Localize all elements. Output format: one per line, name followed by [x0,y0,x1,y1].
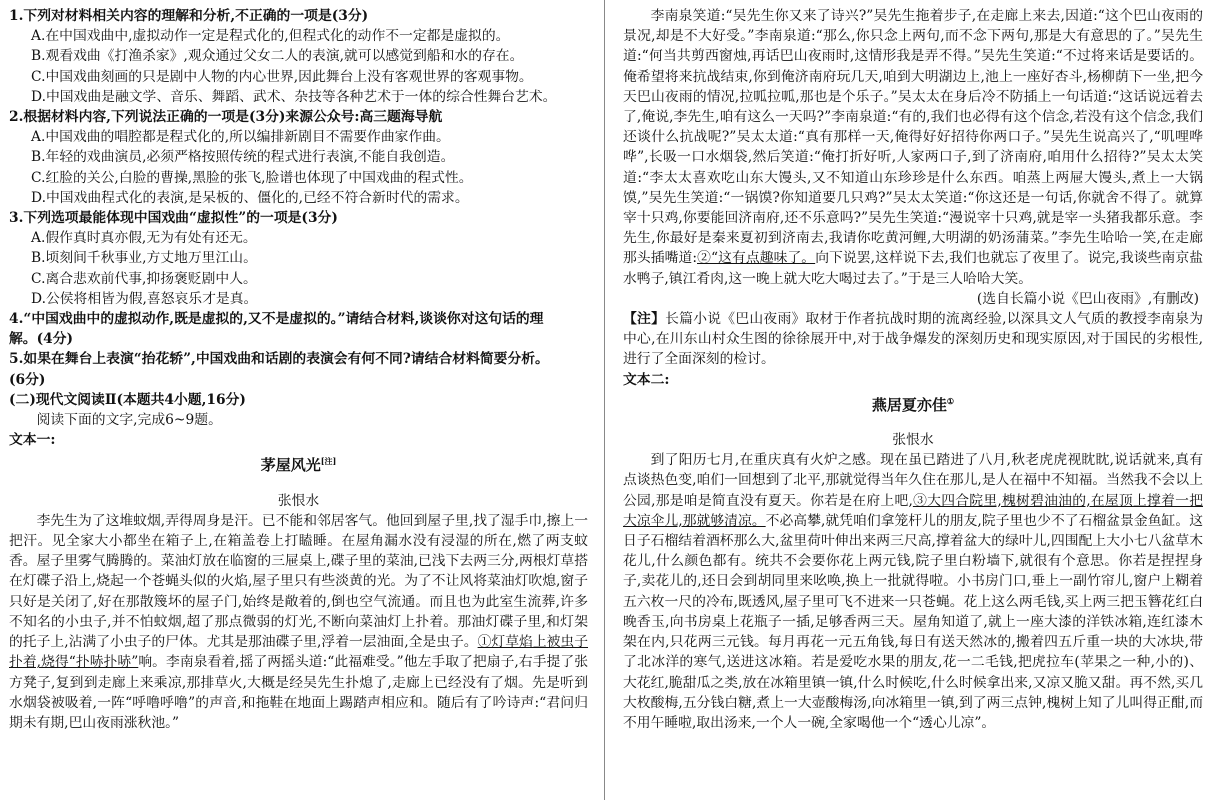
text-two-label: 文本二: [623,371,670,388]
question-2-option-c: C.红脸的关公,白脸的曹操,黑脸的张飞,脸谱也体现了中国戏曲的程式性。 [31,169,473,186]
question-1-option-d: D.中国戏曲是融文学、音乐、舞蹈、武术、杂技等各种艺术于一体的综合性舞台艺术。 [31,88,557,105]
question-3-option-a: A.假作真时真亦假,无为有处有还无。 [31,230,257,247]
question-2-option-d: D.中国戏曲程式化的表演,是呆板的、僵化的,已经不符合新时代的需求。 [31,189,469,206]
essay-title [623,391,1203,415]
story-paragraph-1 [9,511,588,733]
essay-author: 张恨水 [892,432,934,449]
paragraph-text: 到了阳历七月,在重庆真有火炉之感。现在虽已踏进了八月,秋老虎虎视眈眈,说话就来,真有点谈热色变,咱们一回想到了北平,那就觉得当年久住在那儿,是人在福中不知福。当然我不会以上公园,那是咱是简直没有夏天。你若是在府上吧, [623,452,1203,509]
paragraph-text: 响。李南泉看着,摇了两摇头道:“此福难受。”他左手取了把扇子,右手提了张方凳子,复到到走廊上来乘凉,那排草火,大概是经吴先生扑熄了,走廊上已经没有了烟。先是听到水烟袋被吸着,一阵“呼噜呼噜”的声音,和拖鞋在地面上踢踏声相应和。随后有了吟诗声:“君问归期未有期,巴山夜雨涨秋池。” [9,654,589,731]
underlined-sentence-2: ②“这有点趣味了。 [697,250,816,267]
question-1-option-c: C.中国戏曲刻画的只是剧中人物的内心世界,因此舞台上没有客观世界的客观事物。 [31,68,533,85]
question-3-option-b: B.顷刻间千秋事业,方丈地万里江山。 [31,250,257,267]
question-1-option-b: B.观看戏曲《打渔杀家》,观众通过父女二人的表演,就可以感觉到船和水的存在。 [31,48,524,65]
note-label: 【注】 [623,311,666,328]
story-author: 张恨水 [277,492,320,509]
story-paragraph-2 [623,6,1203,289]
question-5-line-1: 5.如果在舞台上表演“抬花轿”,中国戏曲和话剧的表演会有何不同?请结合材料简要分析。 [9,351,549,368]
underlined-sentence-1: ①灯草焰上被虫子扑着,烧得“扑哧扑哧” [9,634,589,671]
question-2-option-a: A.中国戏曲的唱腔都是程式化的,所以编排新剧目不需要作曲家作曲。 [31,129,450,146]
essay-title-note-mark: ① [946,395,955,406]
question-2: 2.根据材料内容,下列说法正确的一项是(3分)来源公众号:高三题海导航 [9,109,443,126]
text-one-label: 文本一: [9,432,56,449]
section-heading: (二)现代文阅读Ⅱ(本题共4小题,16分) [9,391,246,408]
paragraph-text: 向下说罢,这样说下去,我们也就忘了夜里了。说完,我谈些南京盐水鸭子,镇江肴肉,这一晚上就大吃大喝过去了。”于是三人哈哈大笑。 [623,250,1204,287]
question-4-line-2: 解。(4分) [9,331,74,348]
question-5-line-2: (6分) [9,371,46,388]
question-4-line-1: 4.“中国戏曲中的虚拟动作,既是虚拟的,又不是虚拟的。”请结合材料,谈谈你对这句话的理 [9,311,544,328]
question-5 [9,349,588,389]
essay-paragraph-1 [623,450,1203,733]
underlined-sentence-3: ③大四合院里,槐树碧油油的,在屋顶上撑着一把大凉伞儿,那就够清凉。 [623,492,1203,529]
question-3: 3.下列选项最能体现中国戏曲“虚拟性”的一项是(3分) [9,210,338,227]
note-text: 长篇小说《巴山夜雨》取材于作者抗战时期的流离经验,以深具文人气质的教授李南泉为中心,在川东山村众生图的徐徐展开中,对于战争爆发的深刻历史和现实原因,对于国民的劣根性,进行了全面深刻的检讨。 [623,311,1203,368]
essay-title-text: 燕居夏亦佳 [871,395,947,414]
question-1: 1.下列对材料相关内容的理解和分析,不正确的一项是(3分) [9,8,369,24]
story-title-note-mark: [注] [320,456,337,467]
story-title [9,451,588,475]
story-source: (选自长篇小说《巴山夜雨》,有删改) [976,290,1199,307]
story-title-text: 茅屋风光 [260,456,321,475]
left-column [9,6,588,800]
question-2-option-b: B.年轻的戏曲演员,必须严格按照传统的程式进行表演,不能自我创造。 [31,149,455,166]
question-1-option-a: A.在中国戏曲中,虚拟动作一定是程式化的,但程式化的动作不一定都是虚拟的。 [31,28,510,45]
reading-instruction: 阅读下面的文字,完成6~9题。 [36,412,222,429]
paragraph-text: 不必高攀,就凭咱们拿笼杆儿的朋友,院子里也少不了石榴盆景金鱼缸。这日子石榴结着酒杯那么大,盆里荷叶伸出来两三尺高,撑着盆大的绿叶儿,四围配上大小七八盆草木花儿,什么颜色都有。统共不会要你花上两元钱,院子里白粉墙下,就很有个意思。你若是捏捏身子,卖花儿的,还日会到胡同里来吆唤,换上一批就得啦。小书房门口,垂上一副竹帘儿,窗户上糊着五六枚一尺的冷布,既透风,屋子里可飞不进来一只苍蝇。花上这么两毛钱,买上两三把玉簪花红白晚香玉,向书房桌上花瓶子一插,足够香两三天。屋角知道了,就上一座大漆的洋铁冰箱,连红漆木架在内,只花两三元钱。每月再花一元五角钱,每日有送天然冰的,搬着四五斤重一块的大冰块,带了北冰洋的寒气,送进这冰箱。若是爱吃水果的朋友,花一二毛钱,把虎拉车(苹果之一种,小的)、大花红,脆甜瓜之类,放在冰箱里镇一镇,什么时候吃,什么时候拿出来,又凉又脆又甜。再不然,买几大枚酸梅,五分钱白糖,煮上一大壶酸梅汤,向冰箱里一镇,到了两三点钟,槐树上知了儿叫得正酣,而不用午睡啦,取出汤来,一个人一碗,全家喝他一个“透心儿凉”。 [623,512,1203,731]
right-column [623,6,1203,800]
paragraph-text: 李南泉笑道:“吴先生你又来了诗兴?”吴先生拖着步子,在走廊上来去,因道:“这个巴山夜雨的景况,却是不大好受。”李南泉道:“那么,你只念上两句,而不念下两句,那是大有意思的了。”吴先生道:“何当共剪西窗烛,再话巴山夜雨时,这情形我是弄不得。”吴先生笑道:“不过将来话是要话的。俺希望将来抗战结束,你到俺济南府玩几天,咱到大明湖边上,池上一座好杏斗,杨柳荫下一坐,把今天巴山夜雨的情况,拉呱拉呱,那也是个乐子。”吴太太在身后冷不防插上一句话道:“这话说远着去了,俺说,李先生,咱有这么一天吗?”李南泉道:“有的,我们也必得有这个信念,若没有这个信念,我们还谈什么抗战呢?”吴太太道:“真有那样一天,俺得好好招待你两口子。”吴先生说高兴了,“叽哩哗哗”,长吸一口水烟袋,然后笑道:“俺打折好听,人家两口子,到了济南府,咱用什么招待?”吴太太笑道:“李太太喜欢吃山东大馒头,又不知道山东珍珍是什么东西。咱蒸上两屉大馒头,煮上一大锅馍,”吴先生笑道:“一锅馍?你知道要几只鸡?”吴太太笑道:“你这还是一句话,你就舍不得了。就算宰十只鸡,你要能回济南府,还不乐意吗?”吴先生笑道:“漫说宰十只鸡,就是宰一头猪我都乐意。李先生,你最好是秦来夏初到济南去,我请你吃黄河鲤,大明湖的奶汤蒲菜。”李先生哈哈一笑,在走廊那头插嘴道: [623,8,1203,267]
question-4 [9,309,588,349]
story-note [623,309,1203,370]
question-3-option-c: C.离合悲欢前代事,抑扬褒贬剧中人。 [31,270,257,287]
question-3-option-d: D.公侯将相皆为假,喜怒哀乐才是真。 [31,290,258,307]
column-divider [604,0,605,800]
paragraph-text: 李先生为了这堆蚊烟,弄得周身是汗。已不能和邻居客气。他回到屋子里,找了湿手巾,擦上一把汗。见全家大小都坐在箱子上,在箱盖卷上打瞌睡。在屋角漏水没有浸湿的所在,燃了两支蚊香。屋子里雾气腾腾的。菜油灯放在临窗的三屉桌上,碟子里的菜油,已浅下去两三分,两根灯草搭在灯碟子沿上,烧起一个苍蝇头似的火焰,屋子里只有些淡黄的光。为了不让风将菜油灯吹熄,窗子只好是关闭了,好在那散篾坏的屋子门,始终是敞着的,倒也空气流通。而且也为此室生流葬,许多不知名的小虫子,并不怕蚊烟,超了那点微弱的灯光,不断向菜油灯上扑着。那油灯碟子里,和灯架的托子上,沾满了小虫子的尸体。尤其是那油碟子里,浮着一层油面,全是虫子。 [9,512,588,651]
